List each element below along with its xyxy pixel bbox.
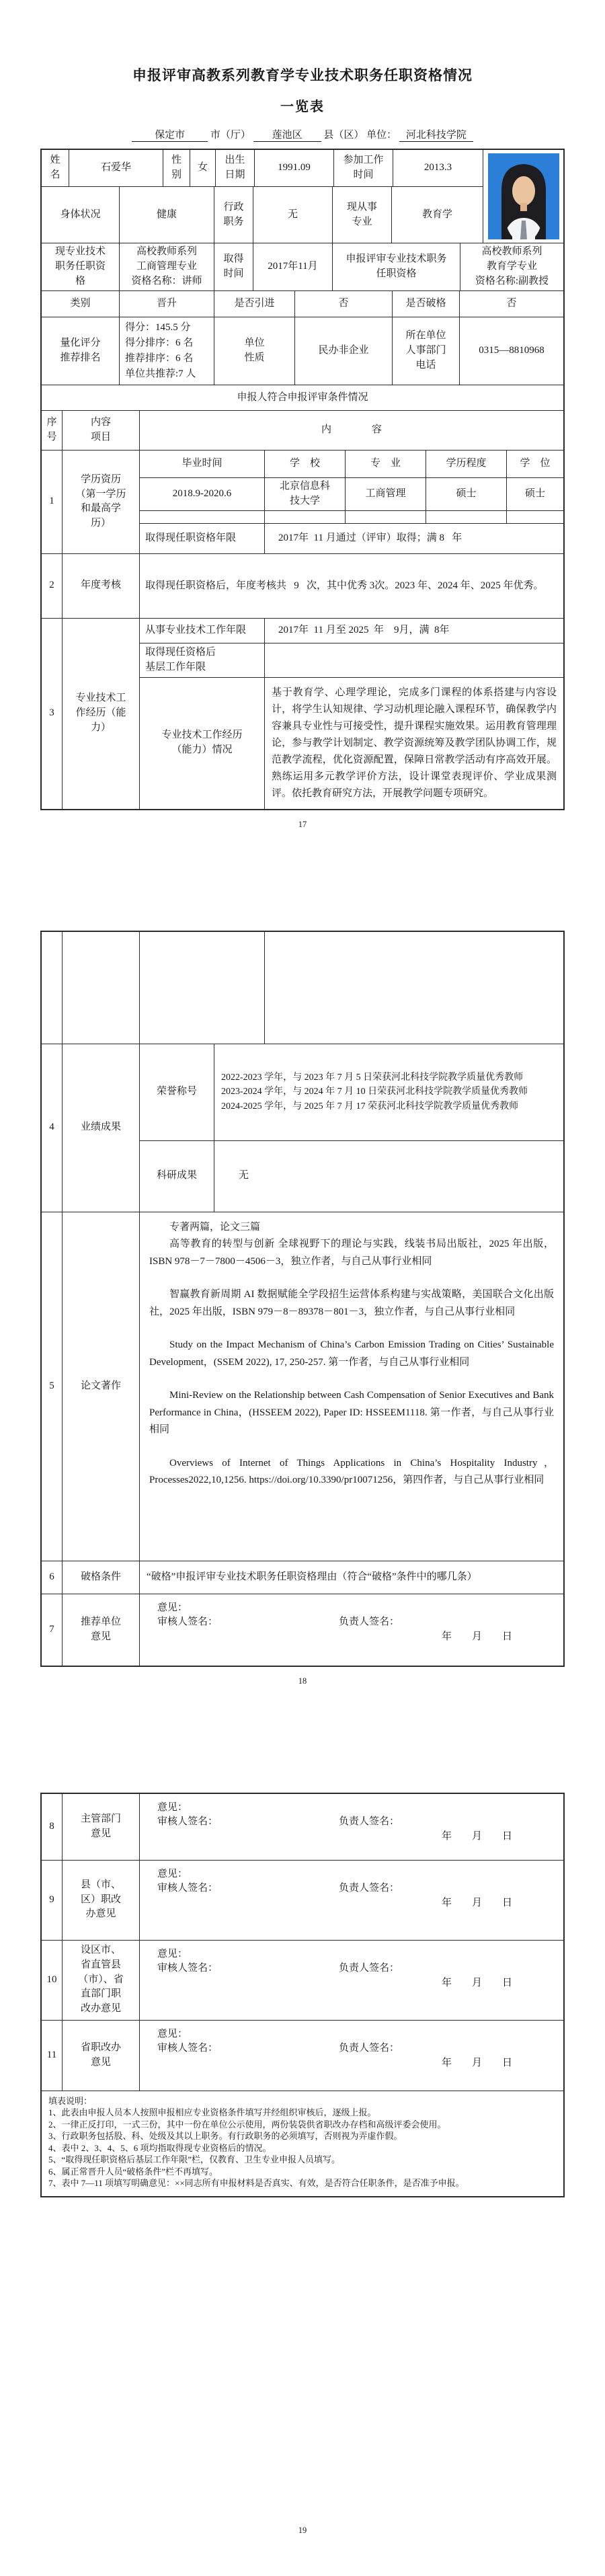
honor-item: 2024-2025 学年，与 2025 年 7 月 17 荣获河北科技学院教学质量优秀教师 — [221, 1101, 519, 1111]
reviewer-sign-label: 审核人签名： — [157, 1616, 218, 1628]
row-annual-assessment — [42, 553, 563, 618]
major-value: 教育学 — [391, 187, 483, 243]
section-header-band — [42, 410, 563, 450]
row3-no: 3 — [49, 707, 54, 719]
col-no-header: 序号 — [46, 417, 57, 442]
page-number-3: 19 — [298, 2525, 307, 2535]
current-title-label: 现专业技术职务任职资格 — [55, 246, 106, 286]
obtain-time-label: 取得时间 — [214, 243, 253, 290]
section-title: 申报人符合申报评审条件情况 — [237, 391, 368, 403]
row-work-experience — [42, 618, 563, 809]
research-row — [140, 1140, 563, 1212]
work-years-value: 2017年 11 月至 2025 年 9月，满 8年 — [264, 619, 452, 643]
quant-recommend-rank: 推荐排序：6 名 — [125, 353, 194, 364]
edu-empty-cell — [345, 511, 426, 523]
honor-item: 2023-2024 学年，与 2024 年 7 月 10 日荣获河北科技学院教学质量优秀教师 — [221, 1087, 528, 1097]
region-county-suffix: 县（区） — [323, 130, 364, 141]
row6-no: 6 — [49, 1571, 54, 1582]
row1-item: 学历资历（第一学历和最高学历） — [62, 451, 139, 553]
quant-total-recommended: 单位共推荐:7 人 — [125, 368, 196, 379]
qualification-years-label: 取得现任职资格年限 — [145, 532, 237, 543]
name-label: 姓名 — [50, 155, 61, 180]
row-recommend-opinion — [42, 1594, 563, 1666]
row-health — [42, 186, 483, 243]
unit-nature-value: 民办非企业 — [294, 317, 392, 385]
name-value: 石爱华 — [69, 150, 163, 186]
leader-sign-label: 负责人签名： — [339, 1816, 400, 1828]
leader-sign-label: 负责人签名： — [339, 1616, 400, 1628]
row5-item: 论文著作 — [62, 1212, 139, 1561]
edu-header-level: 学历程度 — [426, 451, 506, 477]
obtain-time-value: 2017年11月 — [253, 243, 332, 290]
birth-label: 出生日期 — [215, 150, 254, 186]
work-years-row — [140, 619, 563, 643]
publication-item: 高等教育的转型与创新 全球视野下的理论与实践，线装书局出版社，2025 年出版，ISBN 978－7－7800－4506－3，独立作者，与自己从事行业相同 — [149, 1239, 554, 1267]
experience-detail-row — [140, 677, 563, 809]
reviewer-sign-label: 审核人签名： — [157, 1883, 218, 1894]
row3-item: 专业技术工作经历（能力） — [62, 619, 139, 809]
id-photo-cell — [483, 150, 563, 243]
table-page2 — [40, 931, 565, 1667]
current-title-value: 高校教师系列工商管理专业 资格名称：讲师 — [119, 243, 214, 290]
publication-item: Mini-Review on the Relationship between Cash Compensation of Senior Executives and Bank Performance in China，(HSSEEM 2022), Paper ID: HSSEEM1118. 第一作者，与自己从事行业相同 — [149, 1390, 554, 1435]
reviewer-sign-label: 审核人签名： — [157, 1963, 218, 1974]
category-band — [42, 290, 563, 317]
edu-empty-cell — [506, 511, 563, 523]
note-item: 3、行政职务包括股、科、处级及其以上职务。有行政职务的必须填写，否则视为弄虚作假。 — [48, 2131, 403, 2141]
row-education — [42, 450, 563, 553]
edu-level: 硕士 — [426, 478, 506, 510]
row3-content — [139, 619, 563, 809]
notes-title: 填表说明： — [48, 2095, 93, 2106]
row-province-opinion — [42, 2020, 563, 2091]
row9-opinion-cell — [139, 1861, 563, 1940]
category-label: 类别 — [70, 298, 91, 309]
row3-cont-label-cell — [140, 932, 264, 1044]
table-page3 — [40, 1793, 565, 2197]
note-item: 5、“取得现任职资格后基层工作年限”栏，仅教育、卫生专业申报人员填写。 — [48, 2154, 341, 2164]
row-publications — [42, 1212, 563, 1561]
reviewer-sign-label: 审核人签名： — [157, 2043, 218, 2054]
quant-score-rank: 得分排序：6 名 — [125, 338, 194, 348]
introduced-label: 是否引进 — [214, 291, 294, 317]
leader-sign-label: 负责人签名： — [339, 1883, 400, 1894]
row3-cont-subrow — [140, 932, 563, 1044]
row-county-opinion — [42, 1860, 563, 1940]
region-unit: 河北科技学院 — [399, 127, 473, 142]
birth-value: 1991.09 — [254, 150, 333, 186]
row8-item: 主管部门意见 — [62, 1794, 139, 1860]
qualification-years-value: 2017年 11 月通过（评审）取得；满 8 年 — [264, 524, 465, 553]
row8-no: 8 — [49, 1820, 54, 1832]
note-item: 1、此表由申报人员本人按照申报相应专业资格条件填写并经组织审核后，逐级上报。 — [48, 2107, 376, 2117]
row6-item: 破格条件 — [62, 1561, 139, 1594]
region-city: 保定市 — [132, 127, 208, 142]
date-label: 年 月 日 — [441, 1898, 512, 1908]
honor-label: 荣誉称号 — [156, 1086, 197, 1097]
row2-no: 2 — [49, 580, 54, 591]
publication-summary: 专著两篇，论文三篇 — [169, 1221, 261, 1233]
edu-header-row — [140, 451, 563, 477]
title-band — [42, 243, 563, 290]
region-unit-label: 单位： — [366, 130, 397, 141]
row-department-opinion — [42, 1794, 563, 1860]
category-value: 晋升 — [119, 291, 214, 317]
row5-no: 5 — [49, 1380, 54, 1391]
hr-phone-value: 0315—8810968 — [459, 317, 563, 385]
row7-no: 7 — [49, 1623, 54, 1635]
publication-item: Overviews of Internet of Things Applications in China’s Hospitality Industry，Processes2022,10,1256. https://doi.org/10.3390/pr10071256，第四作者，与自己从事行业相同 — [149, 1457, 554, 1485]
row7-opinion-cell — [139, 1594, 563, 1666]
opinion-label: 意见： — [157, 2028, 188, 2039]
row2-item: 年度考核 — [62, 554, 139, 618]
edu-header-time: 毕业时间 — [182, 458, 223, 469]
quant-score: 得分：145.5 分 — [125, 322, 191, 333]
join-value: 2013.3 — [393, 150, 483, 186]
note-item: 2、一律正反打印，一式三份，其中一份在单位公示使用，两份装袋供省职改办存档和高级评委会使用。 — [48, 2119, 446, 2130]
row3-cont-content — [139, 932, 563, 1044]
page-number-2: 18 — [298, 1676, 307, 1686]
opinion-label: 意见： — [157, 1801, 188, 1813]
experience-detail-label: 专业技术工作经历（能力）情况 — [161, 730, 243, 755]
row9-item: 县（市、区）职改办意见 — [62, 1861, 139, 1940]
edu-header-major: 专 业 — [345, 451, 426, 477]
row10-no: 10 — [46, 1974, 57, 1985]
health-label: 身体状况 — [60, 208, 101, 220]
research-value: 无 — [214, 1141, 251, 1212]
basic-left — [42, 150, 483, 243]
date-label: 年 月 日 — [441, 1831, 512, 1842]
edu-major: 工商管理 — [345, 478, 426, 510]
row1-content — [139, 451, 563, 553]
join-label: 参加工作时间 — [333, 150, 393, 186]
note-item: 7、表中 7—11 项填写明确意见：××同志所有申报材料是否真实、有效，是否符合任职条件，是否准予申报。 — [48, 2178, 465, 2188]
page-subtitle: 一览表 — [280, 100, 325, 114]
col-content-header: 内 容 — [139, 411, 563, 450]
row11-no: 11 — [46, 2049, 57, 2060]
row3-continuation — [42, 932, 563, 1044]
grassroots-years-value — [264, 643, 563, 677]
table-page1 — [40, 149, 565, 810]
row4-content — [139, 1044, 563, 1212]
basic-info-band — [42, 150, 563, 243]
gender-value: 女 — [190, 150, 215, 186]
row1-no: 1 — [49, 496, 54, 507]
note-item: 6、属正常晋升人员“破格条件”栏不再填写。 — [48, 2166, 218, 2177]
row10-item: 设区市、省直管县（市）、省直部门职改办意见 — [62, 1941, 139, 2020]
gender-label: 性别 — [163, 150, 190, 186]
publication-item: 智赢教育新周期 AI 数据赋能全学段招生运营体系构建与实战策略，美国联合文化出版社，2025 年出版，ISBN 979－8－89378－801－3，独立作者，与自己从事行业相同 — [149, 1289, 554, 1317]
hr-phone-label: 所在单位人事部门电话 — [392, 317, 459, 385]
opinion-label: 意见： — [157, 1868, 188, 1879]
quant-score-cell — [119, 317, 214, 385]
grassroots-years-label: 取得现任资格后基层工作年限 — [145, 646, 216, 672]
quant-band — [42, 317, 563, 385]
note-item: 4、表中 2、3、4、5、6 项均指取得现专业资格后的情况。 — [48, 2142, 272, 2153]
row11-item: 省职改办意见 — [62, 2021, 139, 2091]
row3-cont-item — [62, 932, 139, 1044]
apply-title-value: 高校教师系列教育学专业 资格名称:副教授 — [460, 243, 563, 290]
edu-empty-cell — [140, 511, 264, 523]
health-value: 健康 — [119, 187, 214, 243]
edu-school: 北京信息科技大学 — [264, 478, 345, 510]
major-label: 现从事专业 — [332, 187, 391, 243]
publications-list — [139, 1212, 563, 1561]
edu-degree: 硕士 — [506, 478, 563, 510]
reviewer-sign-label: 审核人签名： — [157, 1816, 218, 1828]
row-name — [42, 150, 483, 186]
region-city-suffix: 市（厅） — [210, 130, 251, 141]
region-county: 莲池区 — [253, 127, 321, 142]
edu-empty-cell — [264, 511, 345, 523]
row4-item: 业绩成果 — [62, 1044, 139, 1212]
row8-opinion-cell — [139, 1794, 563, 1860]
row7-item: 推荐单位意见 — [62, 1594, 139, 1666]
exception-value: 否 — [459, 291, 563, 317]
edu-empty-row — [140, 510, 563, 523]
row3-cont-no — [42, 932, 62, 1044]
admin-value: 无 — [253, 187, 332, 243]
row11-opinion-cell — [139, 2021, 563, 2091]
quant-label: 量化评分推荐排名 — [60, 338, 101, 363]
date-label: 年 月 日 — [441, 1631, 512, 1642]
edu-data-row — [140, 477, 563, 510]
col-item-header: 内容项目 — [62, 411, 139, 450]
honor-row — [140, 1044, 563, 1140]
work-years-label: 从事专业技术工作年限 — [145, 624, 247, 635]
edu-header-school: 学 校 — [264, 451, 345, 477]
publication-item: Study on the Impact Mechanism of China’s Carbon Emission Trading on Cities’ Sustainable Development，(SSEM 2022), 17, 250-257. 第一作者，与自己从事行业相同 — [149, 1339, 554, 1368]
region-line — [0, 127, 605, 142]
row6-content: “破格”申报评审专业技术职务任职资格理由（符合“破格”条件中的哪几条） — [139, 1561, 563, 1594]
row-notes — [42, 2091, 563, 2196]
row-achievements — [42, 1044, 563, 1212]
opinion-label: 意见： — [157, 1948, 188, 1959]
page-title: 申报评审高教系列教育学专业技术职务任职资格情况 — [132, 67, 473, 83]
row-exception-conditions — [42, 1561, 563, 1594]
opinion-label: 意见： — [157, 1602, 188, 1613]
unit-nature-label: 单位性质 — [214, 317, 294, 385]
row10-opinion-cell — [139, 1941, 563, 2020]
row3-cont-value-cell — [264, 932, 563, 1044]
grassroots-years-row — [140, 643, 563, 677]
edu-empty-cell — [426, 511, 506, 523]
id-photo — [488, 153, 559, 239]
date-label: 年 月 日 — [441, 2058, 512, 2068]
honor-item: 2022-2023 学年，与 2023 年 7 月 5 日荣获河北科技学院教学质量优秀教师 — [221, 1072, 524, 1083]
edu-header-degree: 学 位 — [506, 451, 563, 477]
honor-list — [214, 1044, 534, 1140]
row4-no: 4 — [49, 1122, 54, 1133]
qualification-years-row — [140, 523, 563, 553]
experience-detail-text: 基于教育学、心理学理论，完成多门课程的体系搭建与内容设计，将学生认知规律、学习动机理论融入课程环节，确保教学内容兼具专业性与可接受性，提升课程实施效果。运用教育管理理论，参与教学计划制定、教学资源统筹及教学团队协调工作，规范教学流程，优化资源配置，保障日常教学活动有序高效开展。熟练运用多元教学评价方法，设计课堂表现评价、学业成果测评。依托教育研究方法，开展教学问题专项研究。 — [264, 678, 563, 809]
leader-sign-label: 负责人签名： — [339, 1963, 400, 1974]
edu-time: 2018.9-2020.6 — [172, 487, 232, 499]
leader-sign-label: 负责人签名： — [339, 2043, 400, 2054]
introduced-value: 否 — [294, 291, 392, 317]
apply-title-label: 申报评审专业技术职务任职资格 — [332, 243, 460, 290]
admin-label: 行政职务 — [214, 187, 253, 243]
research-label: 科研成果 — [156, 1170, 197, 1181]
date-label: 年 月 日 — [441, 1978, 512, 1988]
section-title-band — [42, 385, 563, 410]
row2-content: 取得现任职资格后，年度考核共 9 次，其中优秀 3次。2023 年、2024 年、2025 年优秀。 — [139, 554, 563, 618]
notes-cell — [42, 2091, 563, 2196]
row9-no: 9 — [49, 1894, 54, 1905]
page-number-1: 17 — [298, 819, 307, 829]
row-city-opinion — [42, 1940, 563, 2020]
exception-label: 是否破格 — [392, 291, 459, 317]
